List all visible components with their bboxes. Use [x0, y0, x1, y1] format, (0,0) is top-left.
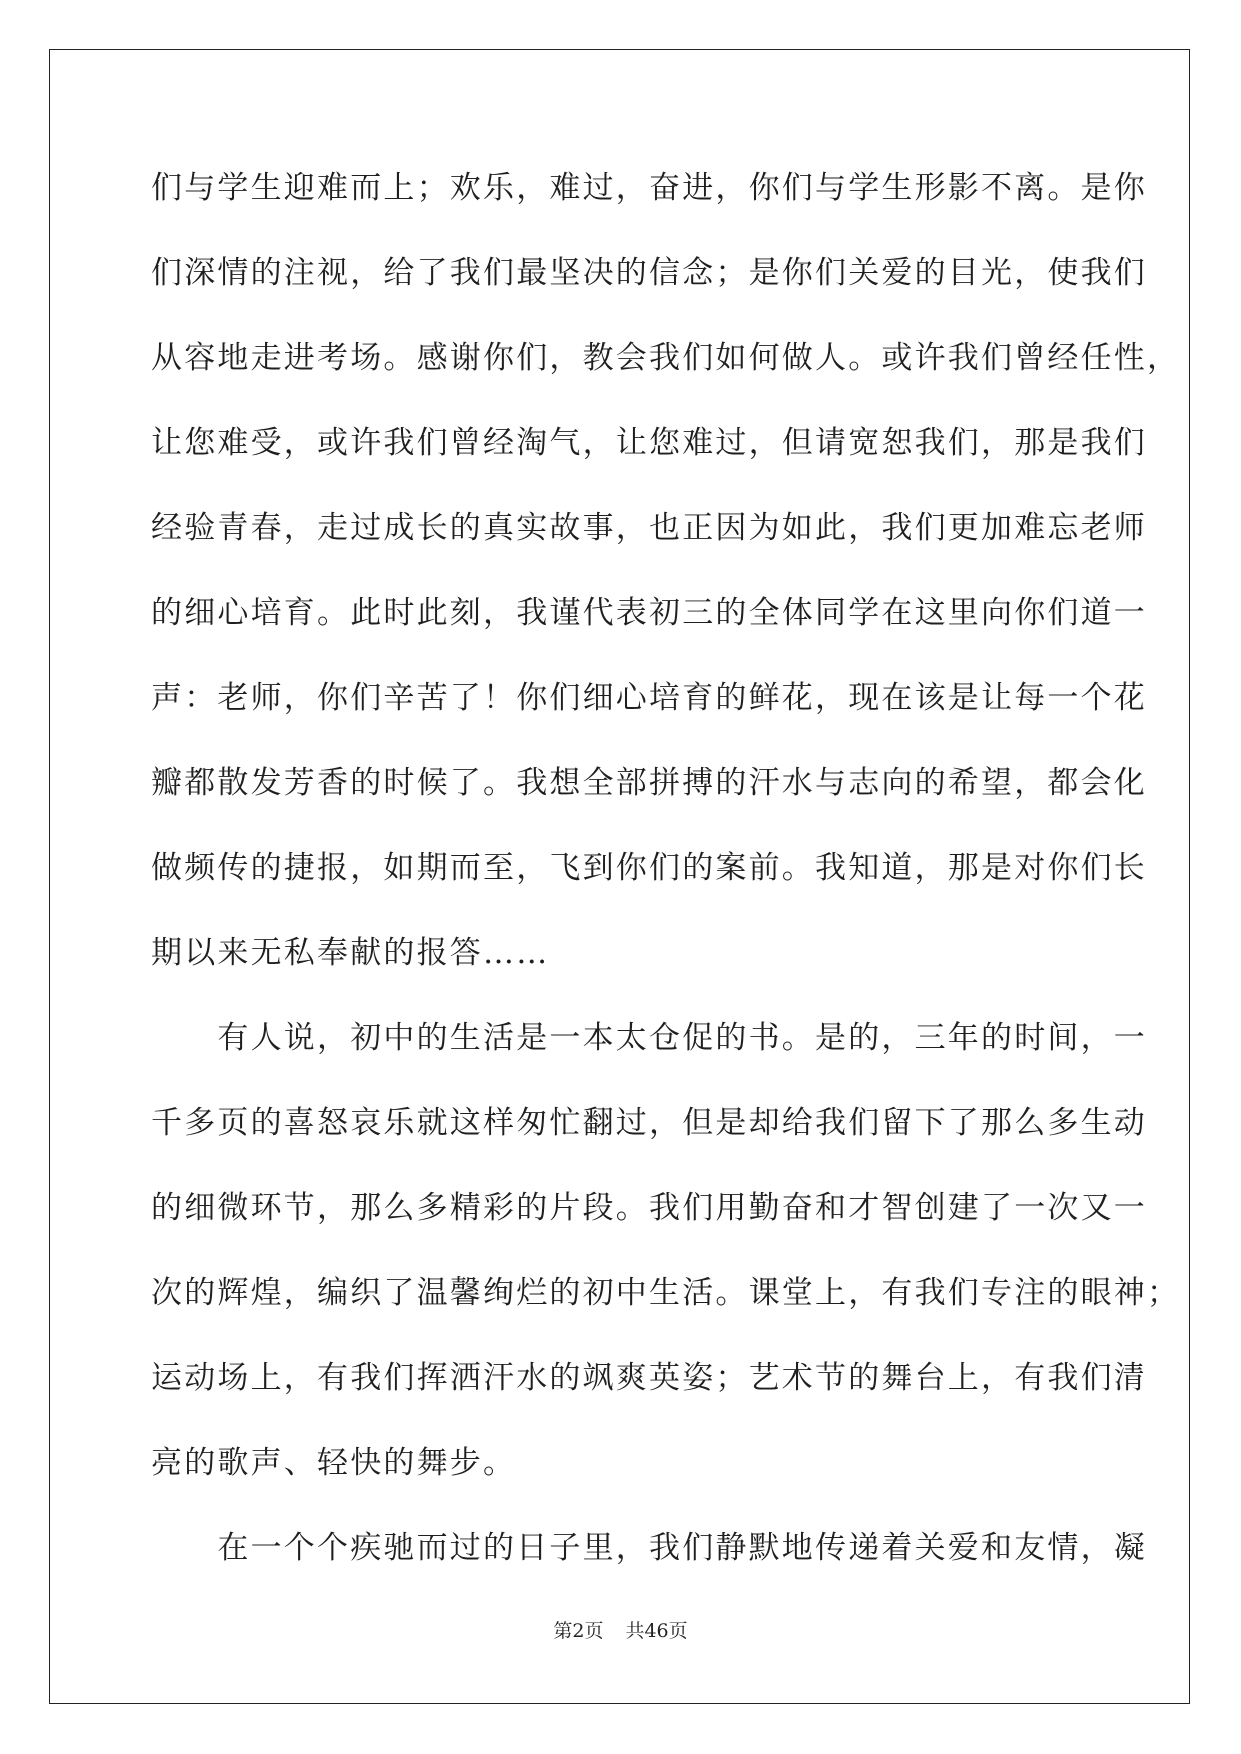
text-line: 的细心培育。此时此刻，我谨代表初三的全体同学在这里向你们道一: [151, 595, 1147, 631]
page-footer: [0, 1616, 1241, 1643]
text-line: 次的辉煌，编织了温馨绚烂的初中生活。课堂上，有我们专注的眼神；: [151, 1275, 1181, 1311]
text-line: 让您难受，或许我们曾经淘气，让您难过，但请宽恕我们，那是我们: [151, 425, 1147, 461]
text-line: 经验青春，走过成长的真实故事，也正因为如此，我们更加难忘老师: [151, 510, 1147, 546]
text-line: 有人说，初中的生活是一本太仓促的书。是的，三年的时间，一: [151, 1020, 1147, 1056]
text-line: 运动场上，有我们挥洒汗水的飒爽英姿；艺术节的舞台上，有我们清: [151, 1360, 1147, 1396]
text-line: 的细微环节，那么多精彩的片段。我们用勤奋和才智创建了一次又一: [151, 1190, 1147, 1226]
text-line: 期以来无私奉献的报答……: [151, 935, 550, 971]
text-line: 们深情的注视，给了我们最坚决的信念；是你们关爱的目光，使我们: [151, 255, 1147, 291]
text-line: 亮的歌声、轻快的舞步。: [151, 1445, 517, 1481]
page-number: 第2页: [553, 1620, 604, 1642]
text-line: 瓣都散发芳香的时候了。我想全部拼搏的汗水与志向的希望，都会化: [151, 765, 1147, 801]
page-total: 共46页: [625, 1620, 688, 1642]
text-line: 们与学生迎难而上；欢乐，难过，奋进，你们与学生形影不离。是你: [151, 170, 1147, 206]
text-line: 从容地走进考场。感谢你们，教会我们如何做人。或许我们曾经任性，: [151, 340, 1181, 376]
text-line: 声：老师，你们辛苦了！你们细心培育的鲜花，现在该是让每一个花: [151, 680, 1147, 716]
text-line: 做频传的捷报，如期而至，飞到你们的案前。我知道，那是对你们长: [151, 850, 1147, 886]
text-line: 千多页的喜怒哀乐就这样匆忙翻过，但是却给我们留下了那么多生动: [151, 1105, 1147, 1141]
text-line: 在一个个疾驰而过的日子里，我们静默地传递着关爱和友情，凝: [151, 1530, 1147, 1566]
